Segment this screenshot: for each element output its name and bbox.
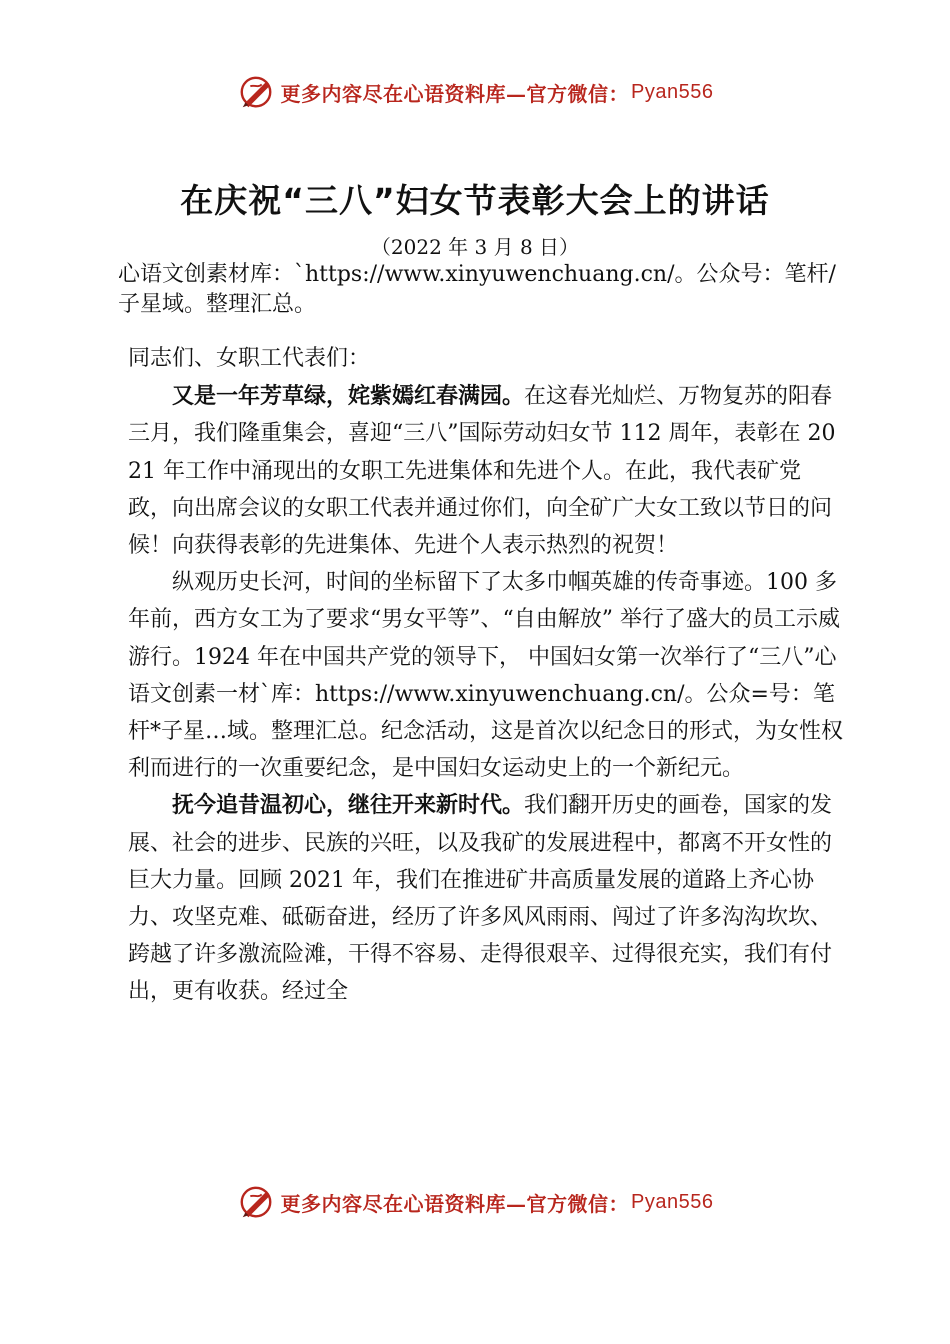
paragraph-text: 纵观历史长河，时间的坐标留下了太多巾帼英雄的传奇事迹。100 多年前，西方女工为了要求“男女平等”、“自由解放” 举行了盛大的员工示威游行。1924 年在中国共产党的领导下， 中国妇女第一次举行了“三八”心语文创素一材`库：https://www.xinyuwenchuang.cn/。公众=号：笔杆*子星…域。整理汇总。纪念活动，这是首次以纪念日的形式，为女性权利而进行的一次重要纪念，是中国妇女运动史上的一个新纪元。 [128, 570, 844, 782]
footer-banner [0, 1182, 950, 1222]
document-body [128, 340, 843, 1011]
paragraph [128, 378, 843, 564]
greeting: 同志们、女职工代表们： [128, 346, 371, 371]
paragraph-text: 在这春光灿烂、万物复苏的阳春三月，我们隆重集会，喜迎“三八”国际劳动妇女节 112 周年，表彰在 2021 年工作中涌现出的女职工先进集体和先进个人。在此，我代表矿党政，向出席会议的女职工代表并通过你们，向全矿广大女工致以节日的问候！向获得表彰的先进集体、先进个人表示热烈的祝贺！ [128, 384, 836, 559]
pen-logo-icon [237, 1183, 275, 1221]
document-title: 在庆祝“三八”妇女节表彰大会上的讲话 [180, 181, 770, 220]
footer-banner-contact: Pyan556 [631, 1190, 714, 1213]
document-date: （2022 年 3 月 8 日） [370, 235, 580, 259]
source-note: 心语文创素材库：`https://www.xinyuwenchuang.cn/。公众号：笔杆/子星域。整理汇总。 [118, 262, 836, 317]
paragraph [128, 787, 843, 1010]
header-banner [0, 72, 950, 112]
footer-banner-text: 更多内容尽在心语资料库—官方微信： [280, 1191, 630, 1216]
paragraph-lead: 抚今追昔温初心，继往开来新时代。 [172, 793, 525, 819]
header-banner-text: 更多内容尽在心语资料库—官方微信： [280, 81, 630, 106]
paragraph-text: 我们翻开历史的画卷，国家的发展、社会的进步、民族的兴旺，以及我矿的发展进程中，都离不开女性的巨大力量。回顾 2021 年，我们在推进矿井高质量发展的道路上齐心协力、攻坚克难、砥砺奋进，经历了许多风风雨雨、闯过了许多沟沟坎坎、跨越了许多激流险滩，干得不容易、走得很艰辛、过得很充实，我们有付出，更有收获。经过全 [128, 793, 833, 1005]
paragraph [128, 564, 843, 787]
paragraph-lead: 又是一年芳草绿，姹紫嫣红春满园。 [172, 384, 525, 410]
pen-logo-icon [237, 73, 275, 111]
header-banner-contact: Pyan556 [631, 80, 714, 103]
